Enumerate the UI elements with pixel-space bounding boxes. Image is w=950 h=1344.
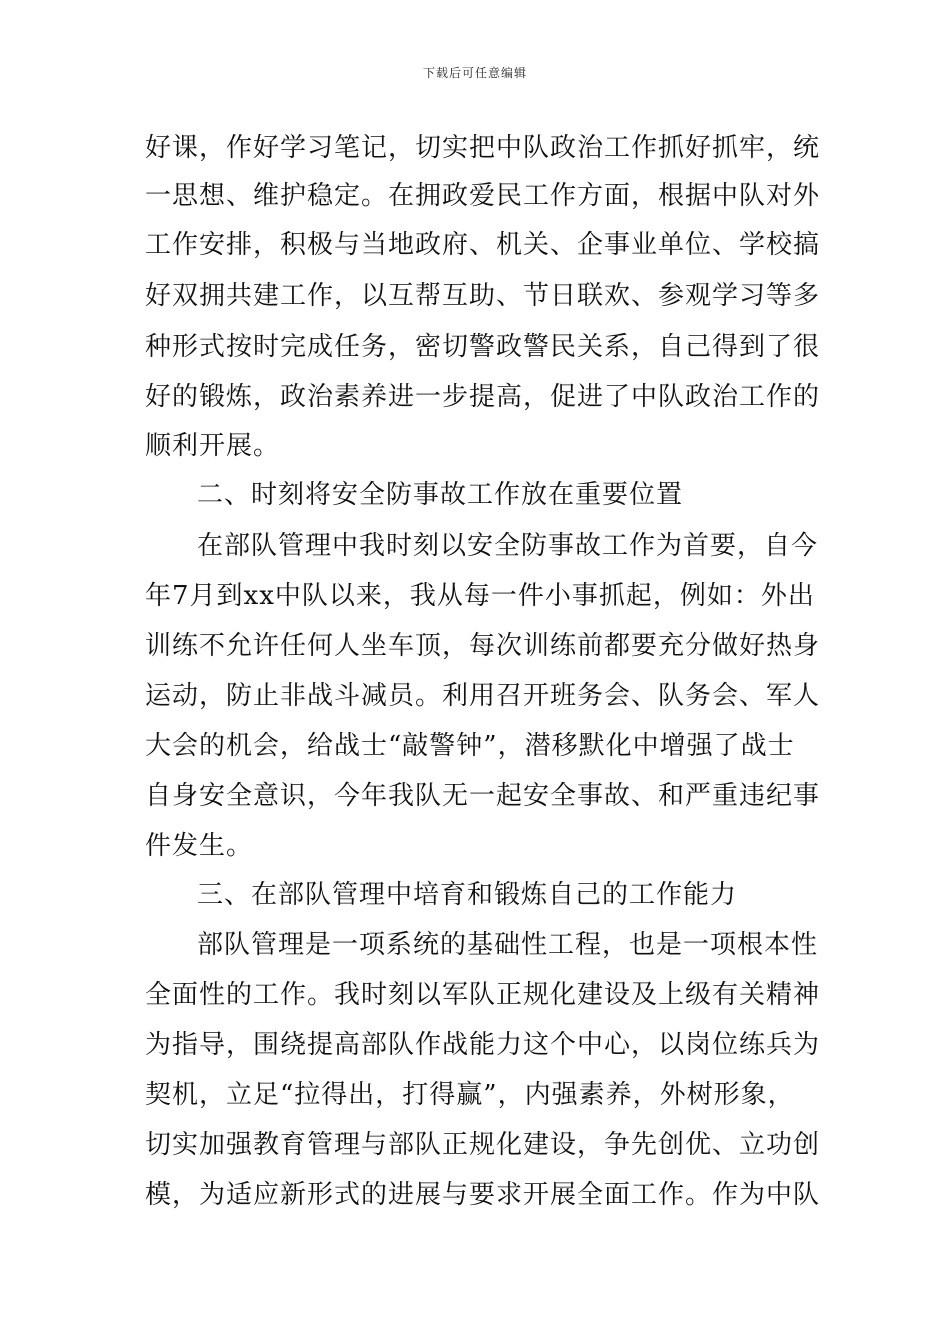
body-line: 模，为适应新形式的进展与要求开展全面工作。作为中队 [145,1180,821,1210]
body-line: 好双拥共建工作，以互帮互助、节日联欢、参观学习等多 [145,281,821,311]
paragraph-first-line: 在部队管理中我时刻以安全防事故工作为首要，自今 [197,531,819,561]
body-line: 契机，立足“拉得出，打得赢”，内强素养，外树形象， [145,1080,795,1110]
body-line: 工作安排，积极与当地政府、机关、企事业单位、学校搞 [145,230,821,260]
body-line: 年7月到xx中队以来，我从每一件小事抓起，例如：外出 [145,581,815,611]
body-line: 为指导，围绕提高部队作战能力这个中心，以岗位练兵为 [145,1030,821,1060]
body-line: 一思想、维护稳定。在拥政爱民工作方面，根据中队对外 [145,181,821,211]
page-header-note: 下载后可任意编辑 [422,66,527,80]
body-line: 件发生。 [145,831,254,861]
body-line: 训练不允许任何人坐车顶，每次训练前都要充分做好热身 [145,631,821,661]
body-line: 切实加强教育管理与部队正规化建设，争先创优、立功创 [145,1130,821,1160]
section-heading-2: 二、时刻将安全防事故工作放在重要位置 [197,480,684,510]
paragraph-first-line: 部队管理是一项系统的基础性工程，也是一项根本性 [197,930,819,960]
body-line: 好课，作好学习笔记，切实把中队政治工作抓好抓牢，统 [145,133,821,163]
body-line: 好的锻炼，政治素养进一步提高，促进了中队政治工作的 [145,382,821,412]
body-line: 种形式按时完成任务，密切警政警民关系，自己得到了很 [145,332,821,362]
section-heading-3: 三、在部队管理中培育和锻炼自己的工作能力 [197,880,738,910]
body-line: 大会的机会，给战士“敲警钟”，潜移默化中增强了战士 [145,731,795,761]
body-line: 运动，防止非战斗减员。利用召开班务会、队务会、军人 [145,681,821,711]
body-line: 顺利开展。 [145,431,281,461]
body-line: 全面性的工作。我时刻以军队正规化建设及上级有关精神 [145,980,821,1010]
body-line: 自身安全意识，今年我队无一起安全事故、和严重违纪事 [145,781,821,811]
